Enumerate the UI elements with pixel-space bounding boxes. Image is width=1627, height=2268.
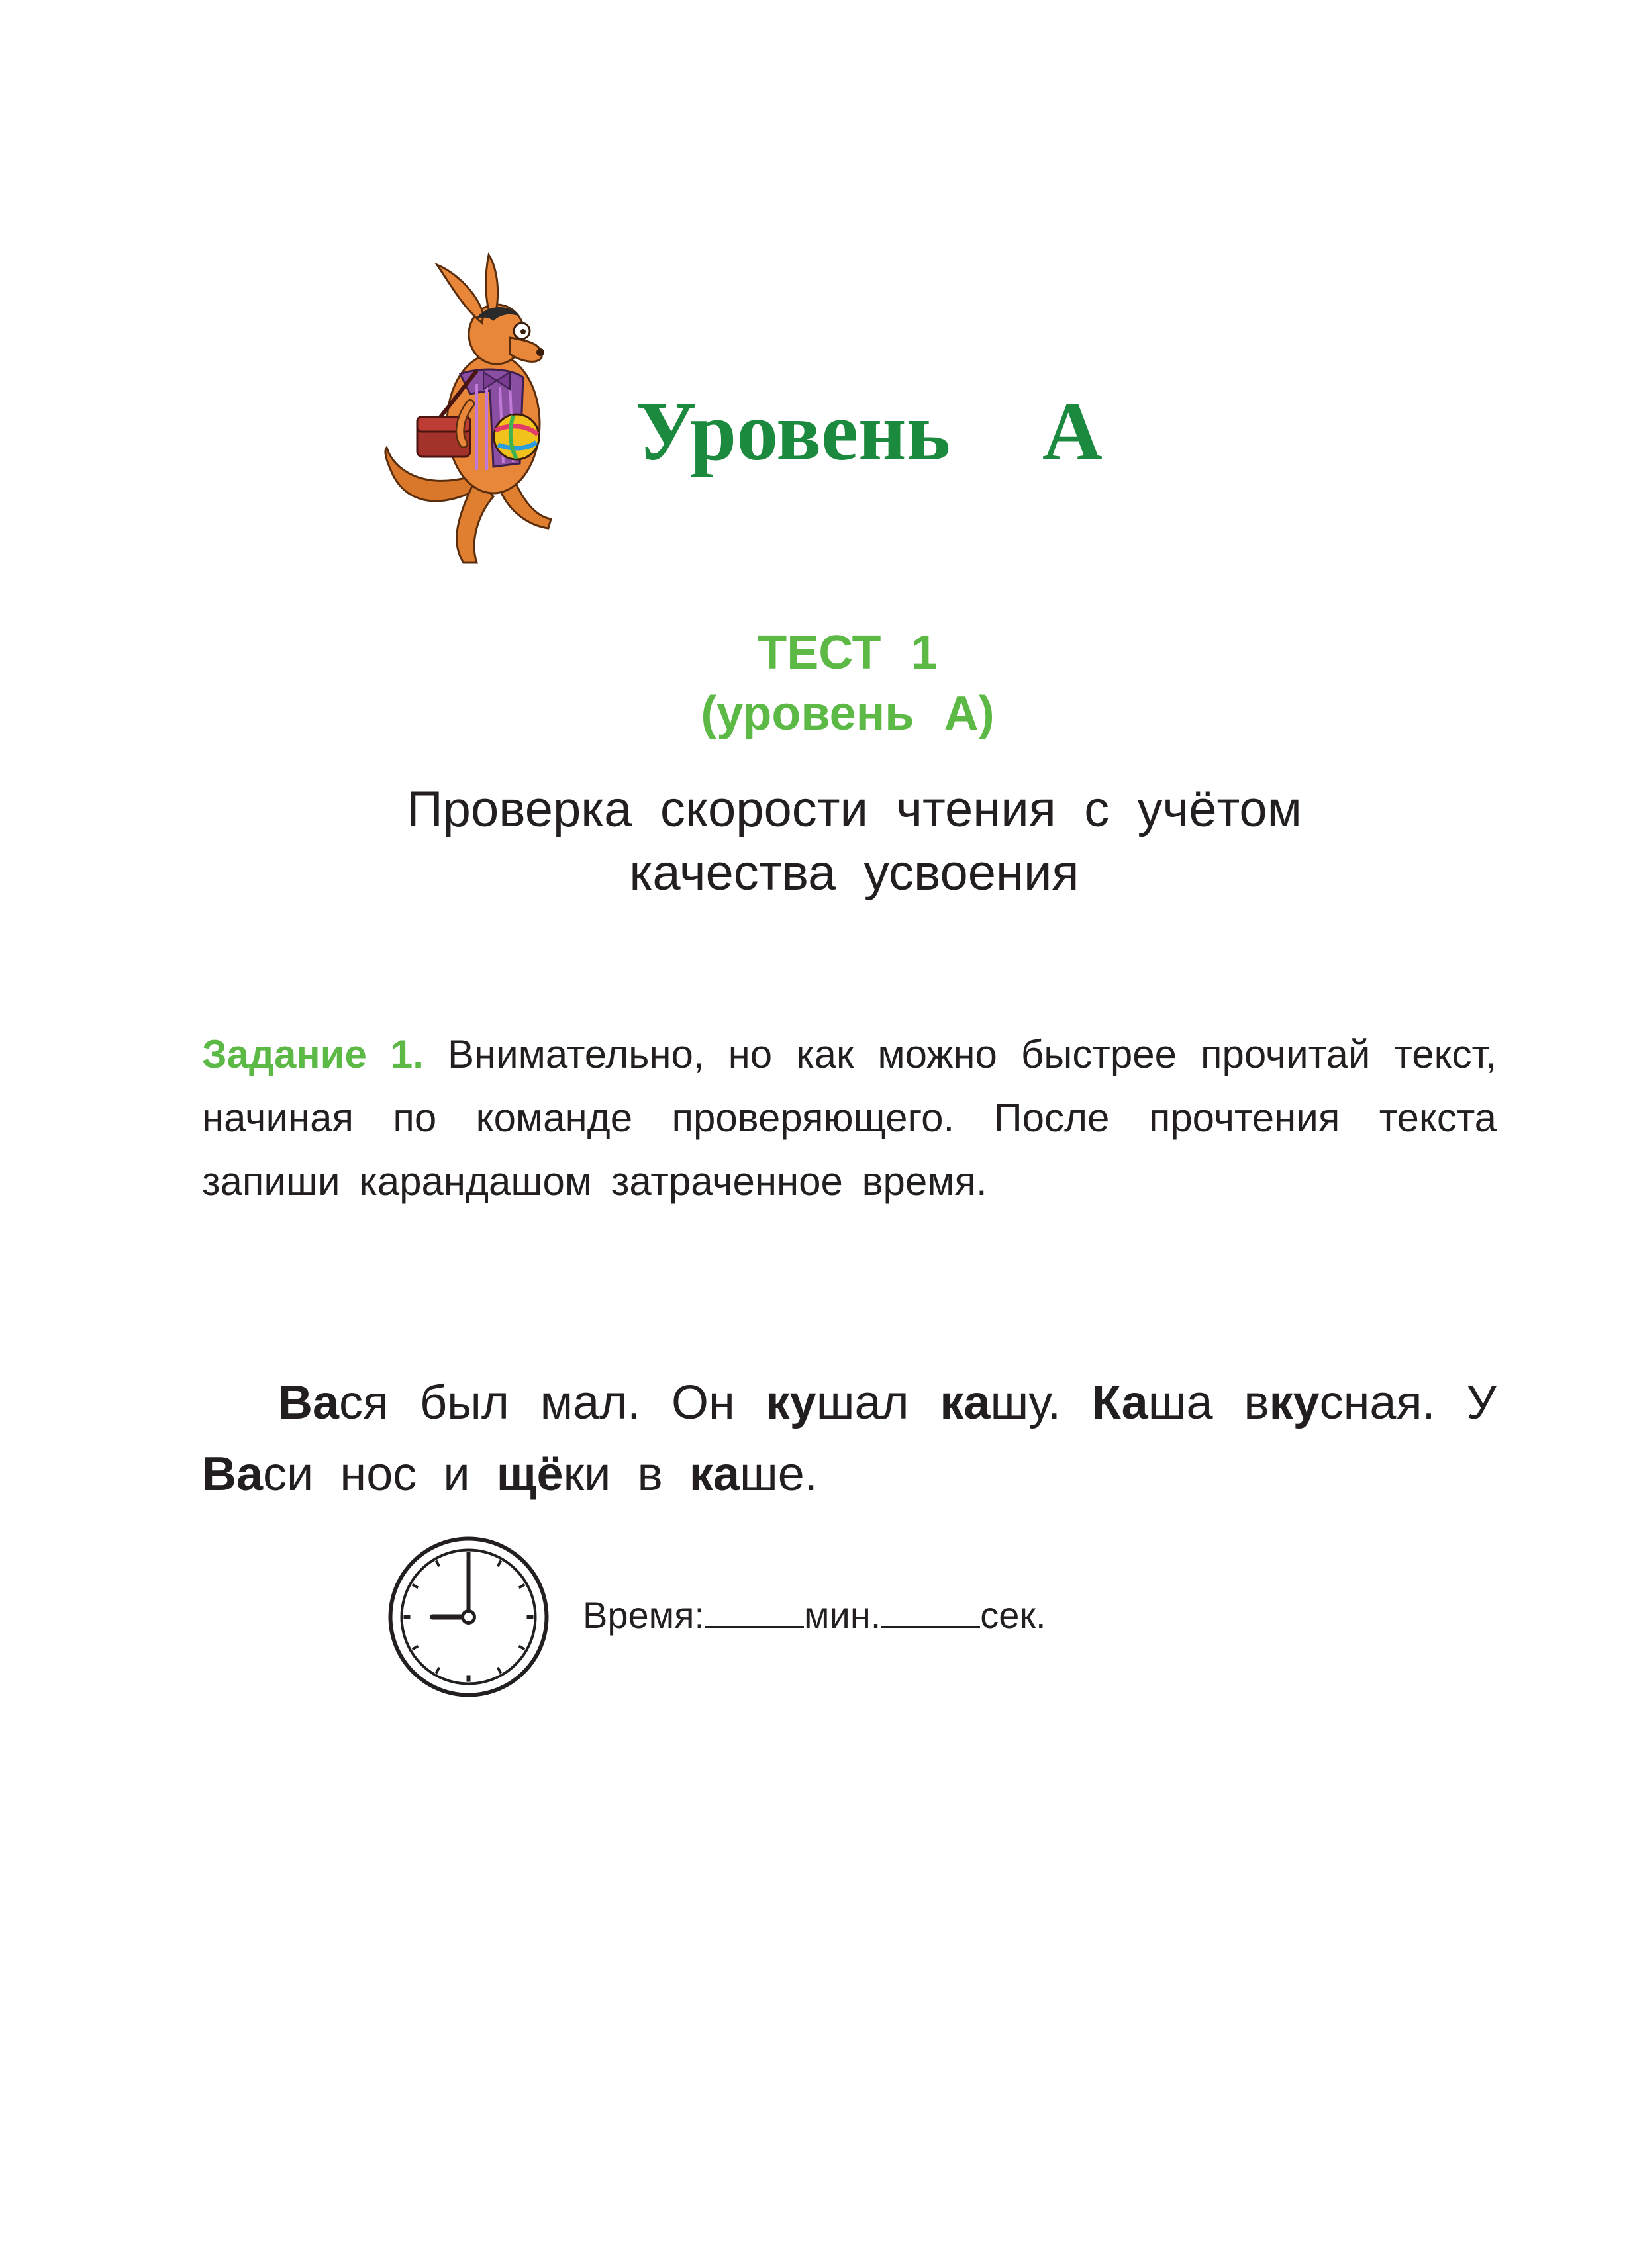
seconds-label: сек. (980, 1594, 1046, 1636)
bold-syllable: ку (765, 1376, 816, 1429)
subtitle-line-2: качества усвоения (629, 845, 1079, 901)
time-label: Время: (583, 1594, 705, 1636)
clock-icon (387, 1536, 550, 1698)
subtitle-line-1: Проверка скорости чтения с учётом (407, 781, 1302, 837)
passage-text: шал (816, 1376, 940, 1429)
bold-syllable: щё (496, 1448, 564, 1501)
kangaroo-mascot (377, 252, 576, 583)
bold-syllable: ку (1269, 1376, 1320, 1429)
bold-syllable: Ва (278, 1376, 340, 1429)
passage-text: сная. У (1319, 1376, 1497, 1429)
test-heading (464, 622, 1232, 744)
passage-text: ся был мал. Он (339, 1376, 766, 1429)
seconds-blank (881, 1597, 980, 1628)
bold-syllable: Ка (1091, 1376, 1148, 1429)
minutes-label: мин. (804, 1594, 881, 1636)
passage-text: ша в (1148, 1376, 1269, 1429)
level-title: Уровень А (636, 386, 1103, 478)
bold-syllable: Ва (202, 1448, 264, 1501)
time-record (583, 1592, 1046, 1638)
minutes-blank (705, 1597, 804, 1628)
bold-syllable: ка (689, 1448, 740, 1501)
passage-text: си нос и (263, 1448, 497, 1501)
test-subtitle (199, 778, 1510, 905)
bold-syllable: ка (940, 1376, 991, 1429)
task-label: Задание 1. (202, 1032, 424, 1076)
task-instruction (202, 1023, 1497, 1213)
passage-text: ше. (739, 1448, 818, 1501)
task-text: Внимательно, но как можно быстрее прочитай текст, начиная по команде проверяющего. После прочтения текста запиши карандашом затраченное время. (202, 1032, 1497, 1204)
test-title: ТЕСТ 1 (758, 626, 938, 679)
test-level: (уровень А) (701, 687, 995, 740)
reading-passage (202, 1367, 1497, 1510)
passage-text: шу. (990, 1376, 1092, 1429)
passage-text: ки в (563, 1448, 689, 1501)
